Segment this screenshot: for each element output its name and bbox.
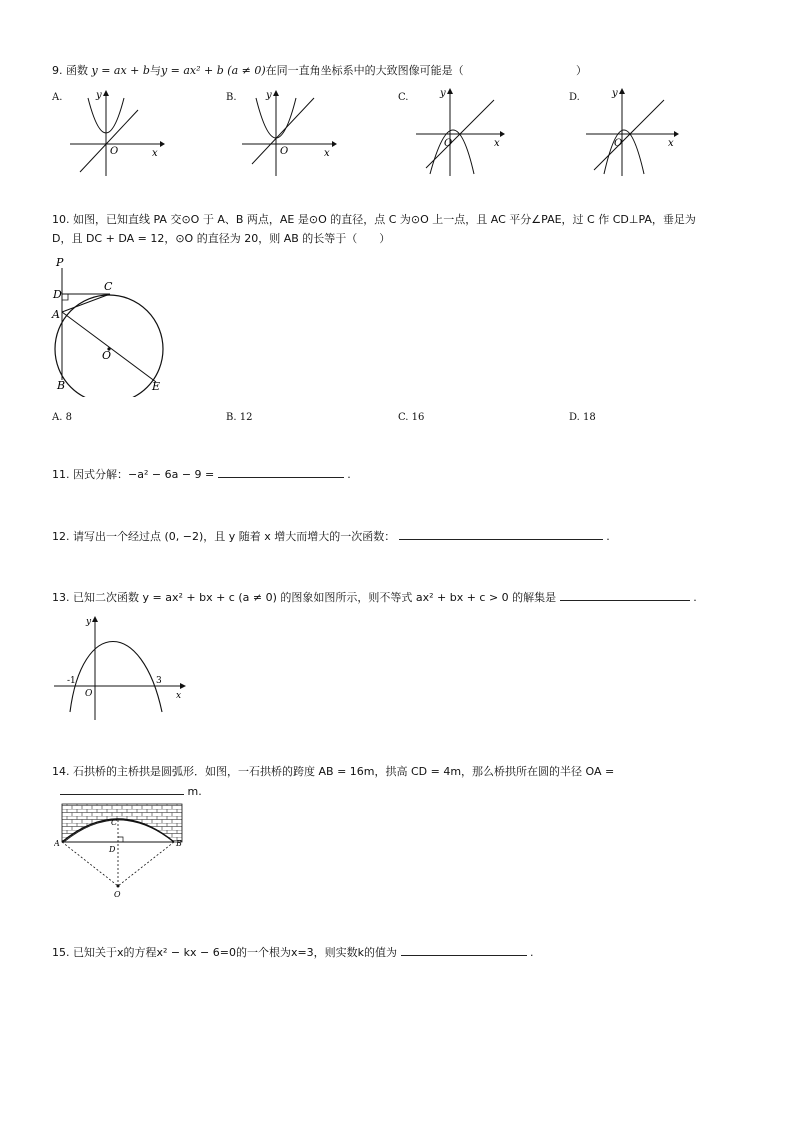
question-14-unit: m. xyxy=(187,785,202,798)
q9-option-a-graph xyxy=(66,88,166,178)
question-9-eq2: y = ax² + b (a ≠ 0) xyxy=(160,64,266,77)
q9-option-b-label: B. xyxy=(226,92,237,103)
question-10-text-1: 如图，已知直线 PA 交⊙O 于 A、B 两点，AE 是⊙O 的直径，点 C 为⊙O 上一点，且 AC 平分∠PAE，过 C 作 CD⊥PA，垂足为 xyxy=(73,213,696,226)
q9a-x-label: x xyxy=(152,148,158,159)
q9d-x-label: x xyxy=(668,138,674,149)
q9d-origin-label: O xyxy=(614,138,623,149)
question-15-end: . xyxy=(530,946,534,959)
q9-option-d-graph xyxy=(582,86,682,178)
question-9-eq1: y = ax + b xyxy=(91,64,150,77)
q9c-x-label: x xyxy=(494,138,500,149)
question-9-text-b: 与 xyxy=(149,64,161,77)
question-10-stem-line1 xyxy=(52,212,696,228)
question-9-text-c: 在同一直角坐标系中的大致图像可能是（ xyxy=(265,64,464,77)
question-9-text-a: 函数 xyxy=(66,64,88,77)
q10-option-d: D. 18 xyxy=(569,412,596,423)
question-12-number: 12. xyxy=(52,530,70,543)
q13-x-label: x xyxy=(176,691,182,701)
q9a-y-label: y xyxy=(96,90,102,101)
q9d-y-label: y xyxy=(612,88,618,99)
q9c-origin-label: O xyxy=(444,138,453,149)
q12-answer-blank[interactable] xyxy=(399,528,603,540)
q13-root-3-label: 3 xyxy=(156,676,162,686)
q10-label-P: P xyxy=(56,256,64,269)
question-11-text: 因式分解：−a² − 6a − 9 = xyxy=(73,468,215,481)
question-11-number: 11. xyxy=(52,468,70,481)
question-14-answer-line xyxy=(60,783,202,800)
question-9-number: 9. xyxy=(52,64,63,77)
q13-root-minus1-label: -1 xyxy=(67,676,76,686)
q10-label-A: A xyxy=(52,308,60,321)
q9-option-c-label: C. xyxy=(398,92,409,103)
question-12-end: . xyxy=(606,530,610,543)
q10-label-C: C xyxy=(104,280,113,293)
question-14-text: 石拱桥的主桥拱是圆弧形．如图，一石拱桥的跨度 AB = 16m，拱高 CD = 4m，那么桥拱所在圆的半径 OA = xyxy=(73,765,615,778)
q9c-y-label: y xyxy=(440,88,446,99)
q13-y-label: y xyxy=(86,617,92,627)
q14-label-D: D xyxy=(109,845,116,854)
question-15-text: 已知关于x的方程x² − kx − 6=0的一个根为x=3，则实数k的值为 xyxy=(73,946,398,959)
q15-answer-blank[interactable] xyxy=(401,944,527,956)
question-11-stem xyxy=(52,466,351,483)
q10-option-a: A. 8 xyxy=(52,412,72,423)
q14-label-O: O xyxy=(114,890,121,899)
q13-answer-blank[interactable] xyxy=(560,589,690,601)
q9a-origin-label: O xyxy=(110,146,119,157)
q10-label-O: O xyxy=(102,349,112,362)
q9b-x-label: x xyxy=(324,148,330,159)
q10-label-D: D xyxy=(53,288,62,301)
q10-circle-figure xyxy=(48,252,178,397)
q9b-origin-label: O xyxy=(280,146,289,157)
question-13-text: 已知二次函数 y = ax² + bx + c (a ≠ 0) 的图象如图所示，则不等式 ax² + bx + c > 0 的解集是 xyxy=(73,591,557,604)
question-9-close-paren: ） xyxy=(576,64,587,77)
q9-option-c-graph xyxy=(412,86,512,178)
q14-label-B: B xyxy=(176,839,182,848)
question-12-stem xyxy=(52,528,610,545)
q10-label-E: E xyxy=(152,380,161,393)
question-10-number: 10. xyxy=(52,213,70,226)
question-14-stem xyxy=(52,764,614,780)
question-13-number: 13. xyxy=(52,591,70,604)
question-12-text: 请写出一个经过点 (0, −2)，且 y 随着 x 增大而增大的一次函数： xyxy=(73,530,396,543)
q10-option-b: B. 12 xyxy=(226,412,253,423)
question-9-stem xyxy=(52,63,464,79)
q14-label-A: A xyxy=(54,839,60,848)
q11-answer-blank[interactable] xyxy=(218,466,344,478)
question-10-stem-line2 xyxy=(52,231,390,247)
question-11-end: . xyxy=(347,468,351,481)
q14-answer-blank[interactable] xyxy=(60,783,184,795)
q13-origin-label: O xyxy=(85,689,93,699)
question-10-text-2: D，且 DC + DA = 12，⊙O 的直径为 20，则 AB 的长等于（ ） xyxy=(52,232,391,245)
q13-parabola-graph xyxy=(52,612,192,722)
q10-option-c: C. 16 xyxy=(398,412,425,423)
q14-bridge-figure xyxy=(54,802,194,902)
question-14-number: 14. xyxy=(52,765,70,778)
q9-option-b-graph xyxy=(238,88,338,178)
q9-option-a-label: A. xyxy=(52,92,63,103)
q14-label-C: C xyxy=(111,818,118,827)
q9b-y-label: y xyxy=(266,90,272,101)
question-15-number: 15. xyxy=(52,946,70,959)
question-13-stem xyxy=(52,589,697,606)
question-13-end: . xyxy=(693,591,697,604)
q10-label-B: B xyxy=(57,379,66,392)
question-15-stem xyxy=(52,944,534,961)
q9-option-d-label: D. xyxy=(569,92,580,103)
